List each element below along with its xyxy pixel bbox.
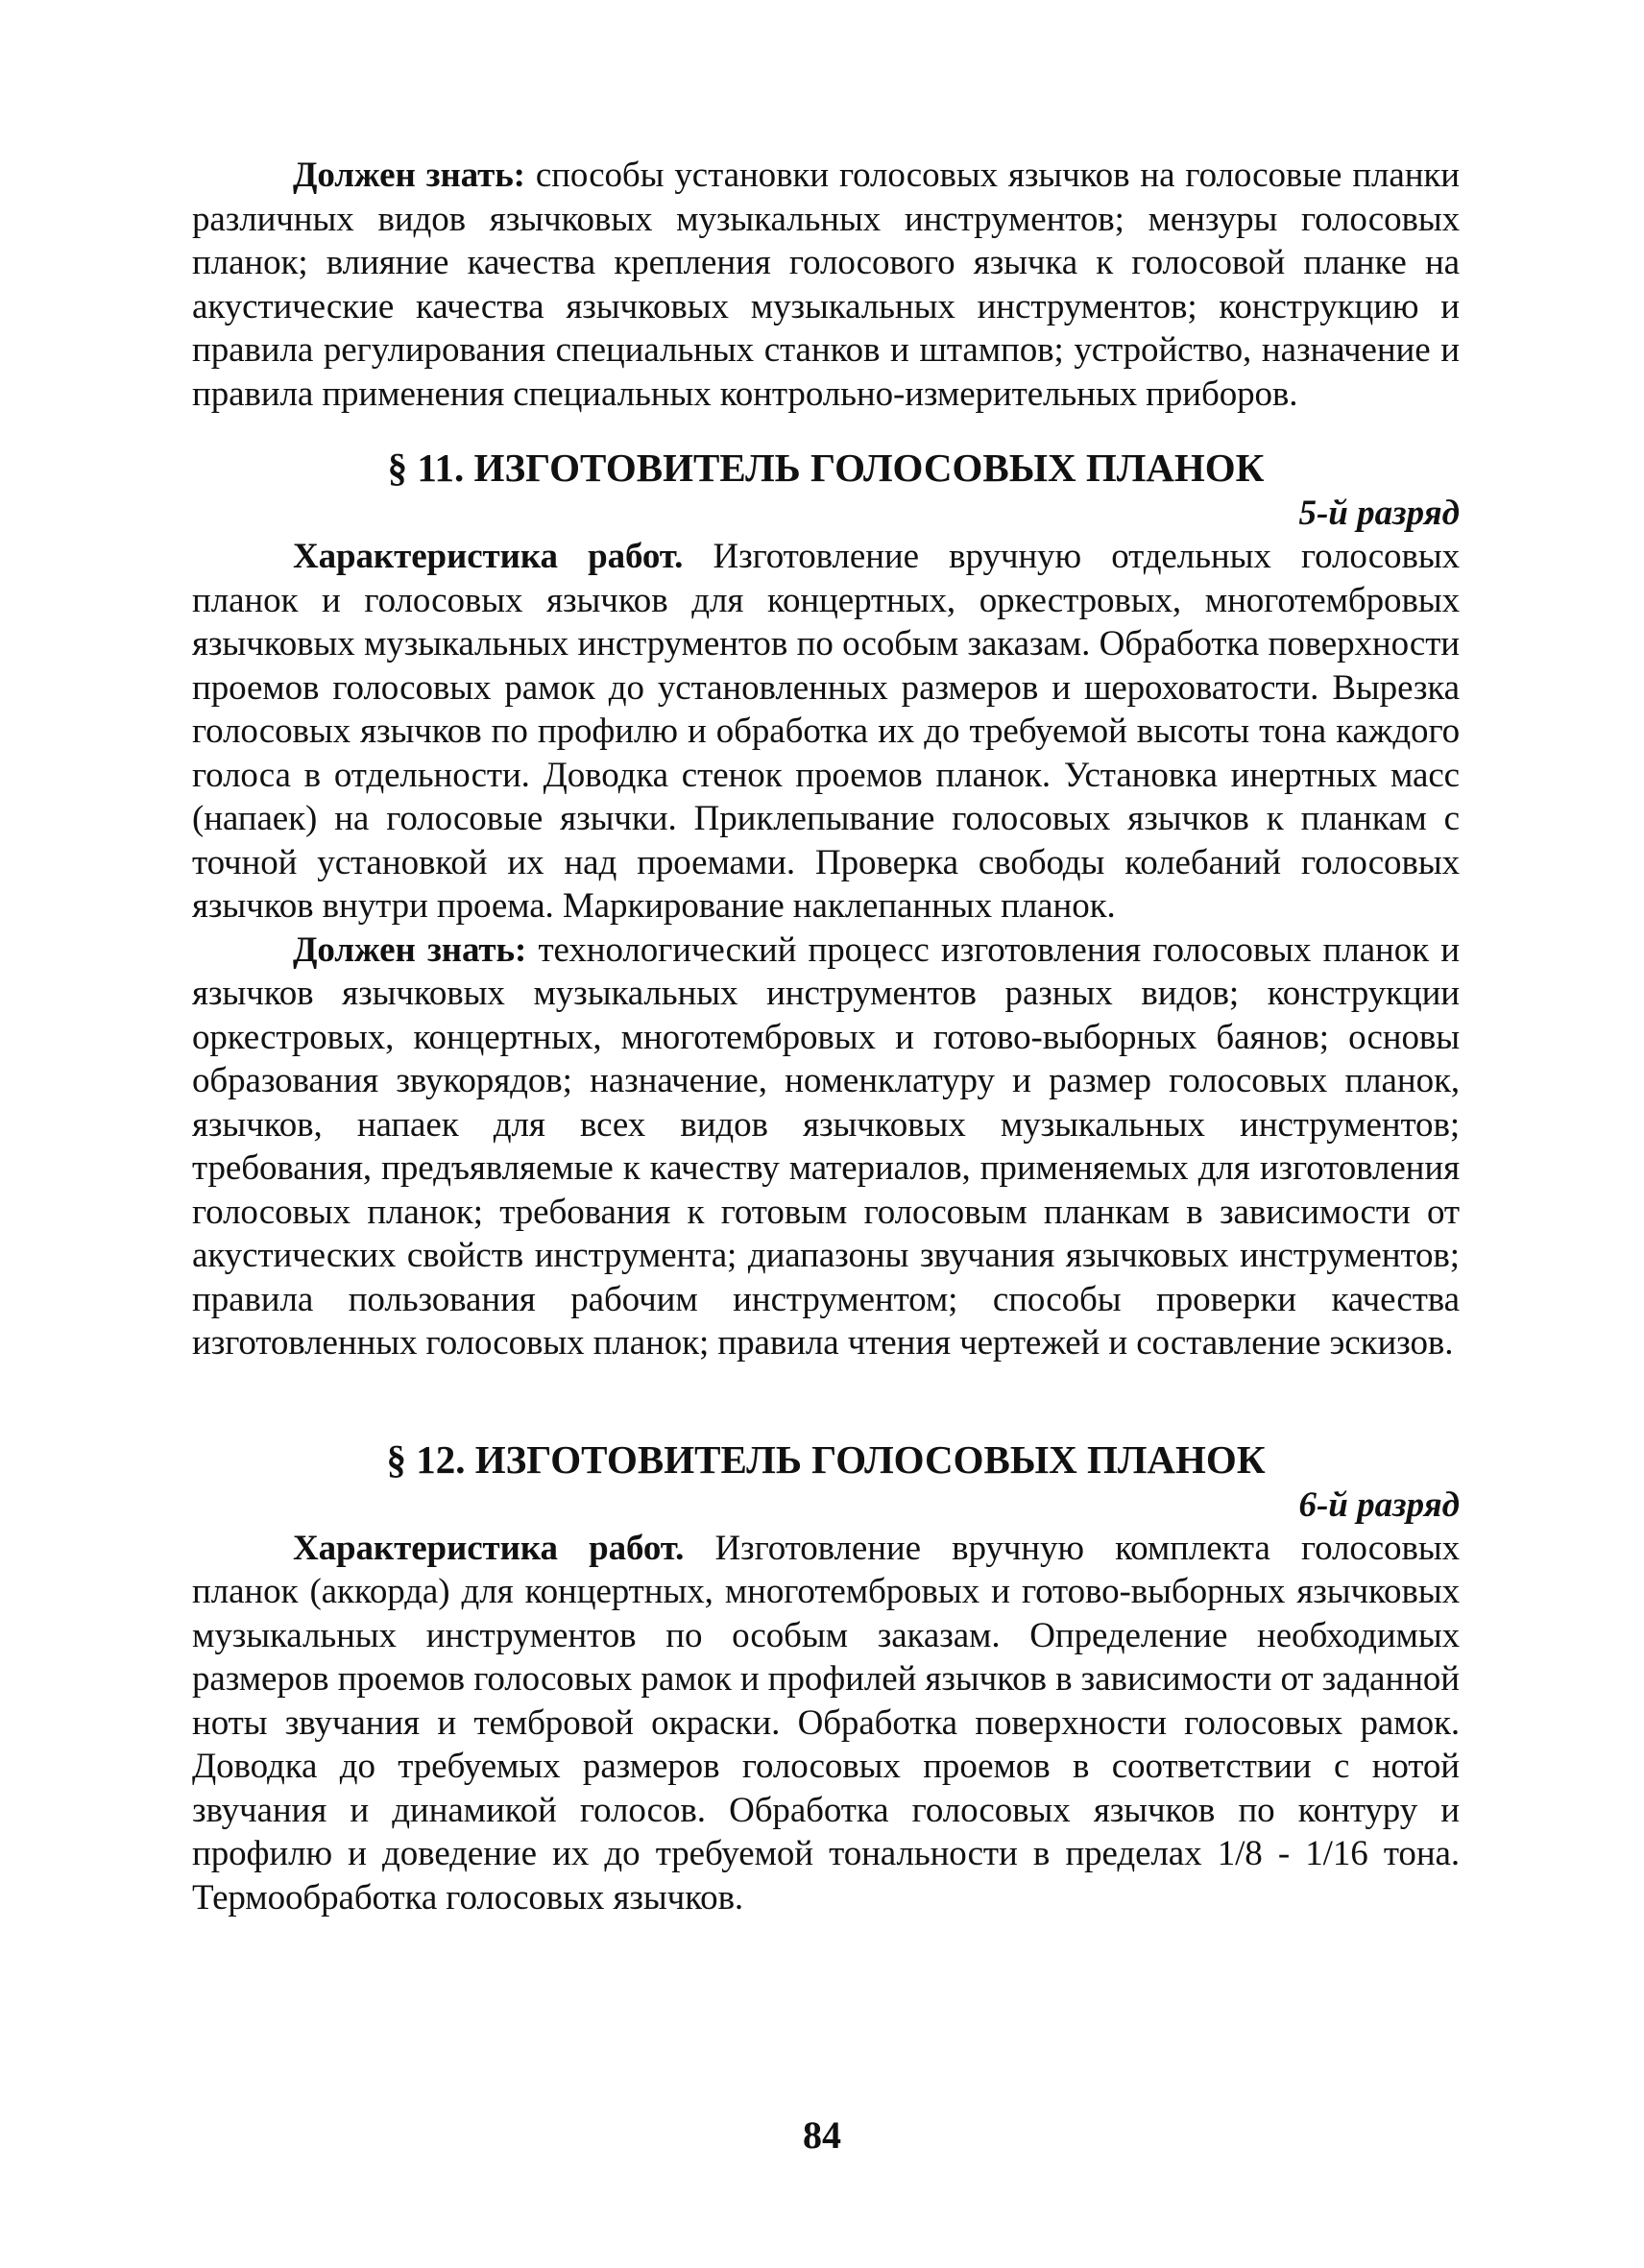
section-11-must-know	[192, 929, 1460, 1365]
lead-label: Характеристика работ.	[293, 1528, 685, 1568]
paragraph-text: технологический процесс изготовления голосовых планок и язычков язычковых музыкальных инструментов разных видов; конструкции оркестровых, концертных, многотембровых и готово-выборных баянов; основы образования звукорядов; назначение, номенклатуру и размер голосовых планок, язычков, напаек для всех видов язычковых музыкальных инструментов; требования, предъявляемые к качеству материалов, применяемых для изготовления голосовых планок; требования к готовым голосовым планкам в зависимости от акустических свойств инструмента; диапазоны звучания язычковых инструментов; правила пользования рабочим инструментом; способы проверки качества изготовленных голосовых планок; правила чтения чертежей и составление эскизов.	[192, 929, 1460, 1363]
document-page	[192, 154, 1460, 1919]
paragraph-text: Изготовление вручную комплекта голосовых планок (аккорда) для концертных, многотембровых и готово-выборных язычковых музыкальных инструментов по особым заказам. Определение необходимых размеров проемов голосовых рамок и профилей язычков в зависимости от заданной ноты звучания и тембровой окраски. Обработка поверхности голосовых рамок. Доводка до требуемых размеров голосовых проемов в соответствии с нотой звучания и динамикой голосов. Обработка голосовых язычков по контуру и профилю и доведение их до требуемой тональности в пределах 1/8 - 1/16 тона. Термообработка голосовых язычков.	[192, 1528, 1460, 1918]
section-12-heading: § 12. ИЗГОТОВИТЕЛЬ ГОЛОСОВЫХ ПЛАНОК	[386, 1436, 1266, 1482]
section-12-characteristics	[192, 1527, 1460, 1920]
paragraph-text: Изготовление вручную отдельных голосовых планок и голосовых язычков для концертных, оркестровых, многотембровых язычковых музыкальных инструментов по особым заказам. Обработка поверхности проемов голосовых рамок до установленных размеров и шероховатости. Вырезка голосовых язычков по профилю и обработка их до требуемой высоты тона каждого голоса в отдельности. Доводка стенок проемов планок. Установка инертных масс (напаек) на голосовые язычки. Приклепывание голосовых язычков к планкам с точной установкой их над проемами. Проверка свободы колебаний голосовых язычков внутри проема. Маркирование наклепанных планок.	[192, 537, 1460, 926]
section-11-characteristics	[192, 535, 1460, 929]
lead-label: Должен знать:	[293, 156, 525, 195]
paragraph-text: способы установки голосовых язычков на голосовые планки различных видов язычковых музыкальных инструментов; мензуры голосовых планок; влияние качества крепления голосового язычка к голосовой планке на акустические качества язычковых музыкальных инструментов; конструкцию и правила регулирования специальных станков и штампов; устройство, назначение и правила применения специальных контрольно-измерительных приборов.	[192, 156, 1460, 414]
page-number: 84	[803, 2113, 841, 2157]
section-11-heading: § 11. ИЗГОТОВИТЕЛЬ ГОЛОСОВЫХ ПЛАНОК	[387, 446, 1265, 490]
lead-label: Характеристика работ.	[293, 537, 684, 576]
lead-label: Должен знать:	[293, 929, 527, 970]
section-12-grade: 6-й разряд	[1298, 1484, 1460, 1525]
paragraph-must-know-top	[192, 154, 1460, 416]
section-11-grade: 5-й разряд	[1298, 494, 1460, 533]
